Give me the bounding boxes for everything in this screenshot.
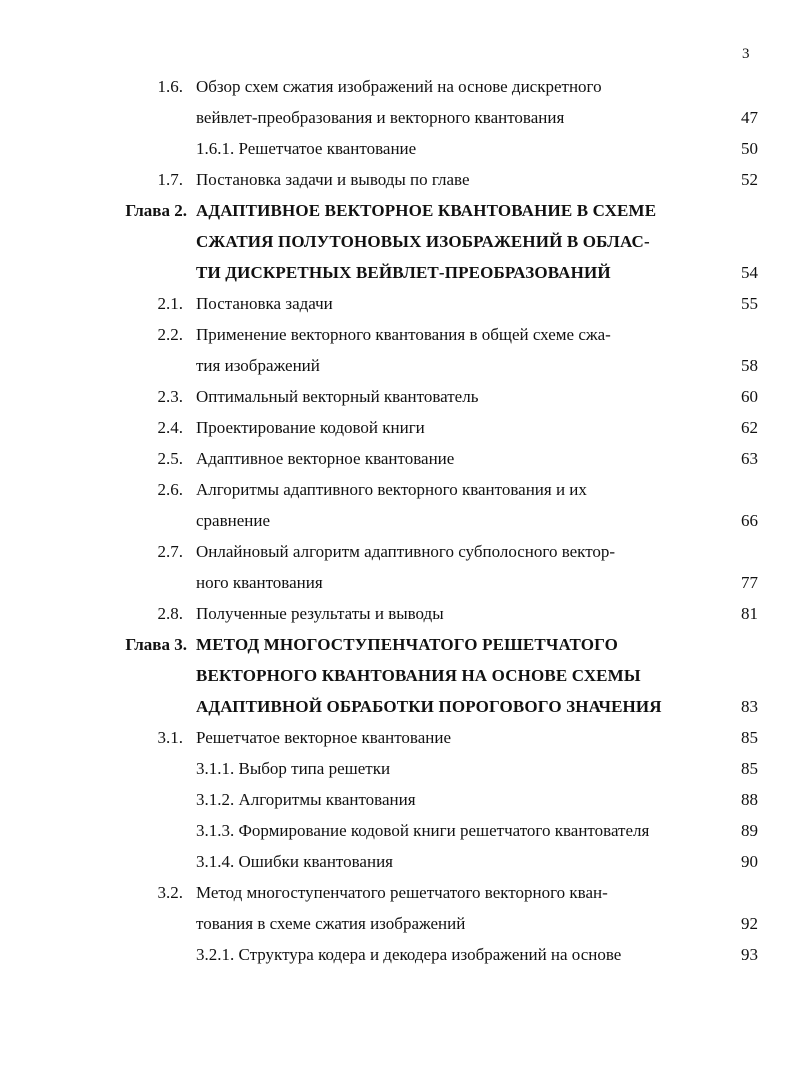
- entry-page: 54: [741, 263, 758, 282]
- entry-title: Алгоритмы адаптивного векторного квантования и их: [196, 480, 587, 499]
- section-number: 2.5.: [157, 449, 183, 468]
- toc-chapter: [0, 195, 792, 226]
- entry-title: 3.1.2. Алгоритмы квантования: [196, 790, 416, 809]
- section-number: 1.6.: [157, 77, 183, 96]
- entry-title: 1.6.1. Решетчатое квантование: [196, 139, 417, 158]
- section-number: 3.2.: [157, 883, 183, 902]
- toc-entry: [0, 846, 792, 877]
- toc-entry: [0, 71, 792, 102]
- entry-page: 85: [741, 728, 758, 747]
- toc-entry: [0, 412, 792, 443]
- entry-title: вейвлет-преобразования и векторного квантования: [196, 108, 565, 127]
- entry-page: 62: [741, 418, 758, 437]
- entry-title: тования в схеме сжатия изображений: [196, 914, 466, 933]
- entry-page: 77: [741, 573, 758, 592]
- entry-page: 66: [741, 511, 758, 530]
- toc-chapter: [0, 629, 792, 660]
- chapter-number: Глава 2.: [125, 201, 187, 220]
- entry-title: 3.1.1. Выбор типа решетки: [196, 759, 391, 778]
- toc-entry: [0, 381, 792, 412]
- entry-page: 47: [741, 108, 758, 127]
- toc-chapter: [0, 660, 792, 691]
- page-number: 3: [742, 46, 750, 62]
- toc-entry: [0, 567, 792, 598]
- entry-page: 50: [741, 139, 758, 158]
- entry-title: 3.1.4. Ошибки квантования: [196, 852, 393, 871]
- entry-title: Адаптивное векторное квантование: [196, 449, 455, 468]
- entry-title: Полученные результаты и выводы: [196, 604, 444, 623]
- chapter-title: АДАПТИВНОЕ ВЕКТОРНОЕ КВАНТОВАНИЕ В СХЕМЕ: [196, 201, 657, 220]
- entry-title: ного квантования: [196, 573, 323, 592]
- entry-title: Оптимальный векторный квантователь: [196, 387, 479, 406]
- chapter-title: СЖАТИЯ ПОЛУТОНОВЫХ ИЗОБРАЖЕНИЙ В ОБЛАС-: [196, 232, 650, 251]
- toc-chapter: [0, 226, 792, 257]
- entry-page: 55: [741, 294, 758, 313]
- entry-title: Постановка задачи: [196, 294, 333, 313]
- entry-title: Проектирование кодовой книги: [196, 418, 425, 437]
- entry-page: 90: [741, 852, 758, 871]
- section-number: 2.6.: [157, 480, 183, 499]
- entry-page: 81: [741, 604, 758, 623]
- toc-entry: [0, 753, 792, 784]
- section-number: 2.1.: [157, 294, 183, 313]
- section-number: 2.3.: [157, 387, 183, 406]
- chapter-title: МЕТОД МНОГОСТУПЕНЧАТОГО РЕШЕТЧАТОГО: [196, 635, 619, 654]
- entry-page: 93: [741, 945, 758, 964]
- toc-chapter: [0, 257, 792, 288]
- entry-page: 88: [741, 790, 758, 809]
- entry-title: Метод многоступенчатого решетчатого векторного кван-: [196, 883, 608, 902]
- chapter-title: ВЕКТОРНОГО КВАНТОВАНИЯ НА ОСНОВЕ СХЕМЫ: [196, 666, 641, 685]
- entry-page: 60: [741, 387, 758, 406]
- chapter-number: Глава 3.: [125, 635, 187, 654]
- entry-title: Обзор схем сжатия изображений на основе дискретного: [196, 77, 602, 96]
- toc-entry: [0, 133, 792, 164]
- section-number: 2.7.: [157, 542, 183, 561]
- toc-entry: [0, 536, 792, 567]
- toc-entry: [0, 350, 792, 381]
- entry-page: 85: [741, 759, 758, 778]
- chapter-title: ТИ ДИСКРЕТНЫХ ВЕЙВЛЕТ-ПРЕОБРАЗОВАНИЙ: [196, 263, 611, 282]
- entry-page: 58: [741, 356, 758, 375]
- entry-title: 3.2.1. Структура кодера и декодера изображений на основе: [196, 945, 622, 964]
- section-number: 1.7.: [157, 170, 183, 189]
- toc-entry: [0, 908, 792, 939]
- section-number: 3.1.: [157, 728, 183, 747]
- entry-page: 63: [741, 449, 758, 468]
- section-number: 2.2.: [157, 325, 183, 344]
- toc-chapter: [0, 691, 792, 722]
- entry-title: Постановка задачи и выводы по главе: [196, 170, 470, 189]
- toc-entry: [0, 722, 792, 753]
- entry-page: 52: [741, 170, 758, 189]
- toc-entry: [0, 939, 792, 970]
- entry-page: 92: [741, 914, 758, 933]
- toc-entry: [0, 784, 792, 815]
- toc-entry: [0, 598, 792, 629]
- entry-page: 89: [741, 821, 758, 840]
- toc-entry: [0, 288, 792, 319]
- toc-entry: [0, 443, 792, 474]
- toc-entry: [0, 815, 792, 846]
- toc-entry: [0, 474, 792, 505]
- entry-title: сравнение: [196, 511, 271, 530]
- entry-title: Решетчатое векторное квантование: [196, 728, 452, 747]
- entry-title: 3.1.3. Формирование кодовой книги решетчатого квантователя: [196, 821, 650, 840]
- toc-entry: [0, 319, 792, 350]
- chapter-title: АДАПТИВНОЙ ОБРАБОТКИ ПОРОГОВОГО ЗНАЧЕНИЯ: [196, 697, 662, 716]
- entry-page: 83: [741, 697, 758, 716]
- entry-title: тия изображений: [196, 356, 320, 375]
- section-number: 2.8.: [157, 604, 183, 623]
- toc-entry: [0, 877, 792, 908]
- entry-title: Онлайновый алгоритм адаптивного субполосного вектор-: [196, 542, 616, 561]
- toc-entry: [0, 102, 792, 133]
- toc-entry: [0, 164, 792, 195]
- section-number: 2.4.: [157, 418, 183, 437]
- entry-title: Применение векторного квантования в общей схеме сжа-: [196, 325, 611, 344]
- toc-entry: [0, 505, 792, 536]
